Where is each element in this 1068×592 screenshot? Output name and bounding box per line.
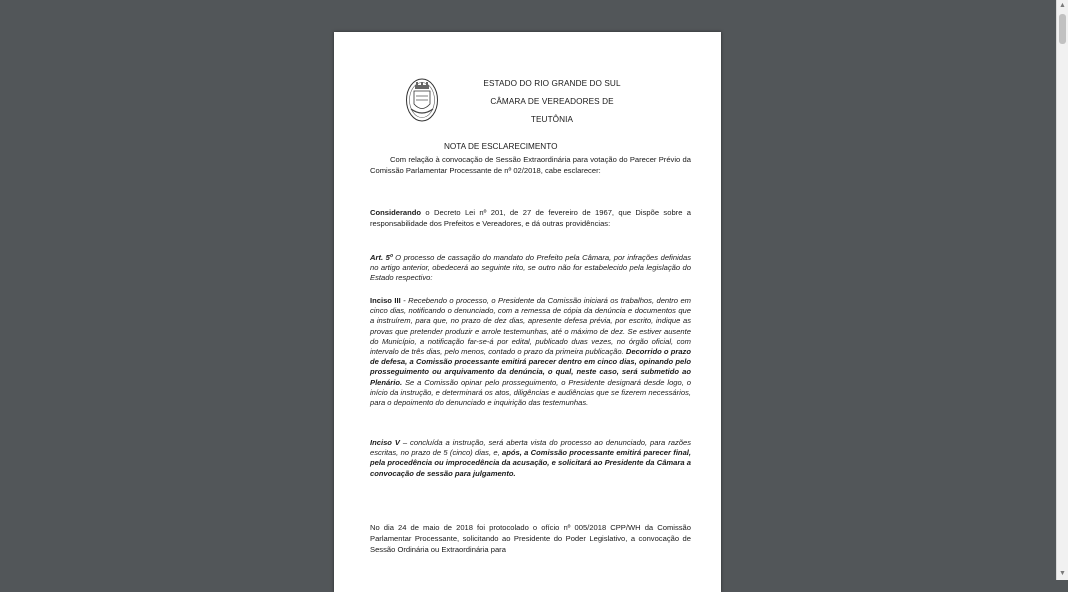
coat-of-arms-seal-icon xyxy=(405,77,439,123)
header-city: TEUTÔNIA xyxy=(530,115,574,124)
intro-paragraph: Com relação à convocação de Sessão Extraordinária para votação do Parecer Prévio da Comissão Parlamentar Processante de nº 02/2018, cabe esclarecer: xyxy=(370,155,691,175)
inciso5-lead: Inciso V xyxy=(370,438,400,447)
art5-paragraph xyxy=(370,253,691,284)
document-title: NOTA DE ESCLARECIMENTO xyxy=(444,142,558,151)
inciso3-text1: - Recebendo o processo, o Presidente da Comissão iniciará os trabalhos, dentro em cinco dias, notificando o denunciado, com a remessa de cópia da denúncia e documentos que a instruírem, para que, no prazo de dez dias, apresente defesa prévia, por escrito, indique as provas que pretender produzir e arrole testemunhas, até o máximo de dez. Se estiver ausente do Município, a notificação far-se-á por edital, publicado duas vezes, no órgão oficial, com intervalo de três dias, pelo menos, contado o prazo da primeira publicação. xyxy=(370,296,691,357)
inciso3-text2: Se a Comissão opinar pelo prosseguimento, o Presidente designará desde logo, o início da instrução, e determinará os atos, diligências e audiências que se fizerem necessários, para o depoimento do denunciado e inquirição das testemunhas. xyxy=(370,377,691,408)
considerando-paragraph xyxy=(370,207,691,229)
inciso5-paragraph xyxy=(370,438,691,479)
header-state: ESTADO DO RIO GRANDE DO SUL xyxy=(483,79,621,88)
art5-text: O processo de cassação do mandato do Prefeito pela Câmara, por infrações definidas no artigo anterior, obedecerá ao seguinte rito, se outro não for estabelecido pela legislação do Estado respectivo: xyxy=(370,253,691,283)
vertical-scrollbar[interactable] xyxy=(1056,0,1068,580)
inciso3-lead: Inciso III xyxy=(370,296,401,305)
scroll-down-arrow-icon[interactable]: ▼ xyxy=(1059,570,1066,577)
considerando-lead: Considerando xyxy=(370,208,422,217)
scroll-thumb[interactable] xyxy=(1059,14,1066,44)
document-page xyxy=(334,32,721,592)
closing-paragraph: No dia 24 de maio de 2018 foi protocolado o ofício nº 005/2018 CPP/WH da Comissão Parlamentar Processante, solicitando ao Presidente do Poder Legislativo, a convocação de Sessão Ordinária ou Extraordinária para xyxy=(370,523,691,554)
art5-lead: Art. 5º xyxy=(370,253,393,262)
header-chamber: CÂMARA DE VEREADORES DE xyxy=(490,97,614,106)
scroll-up-arrow-icon[interactable]: ▲ xyxy=(1059,2,1066,9)
inciso5-text1: – concluída a instrução, será aberta vista do processo ao denunciado, para razões escritas, no prazo de 5 (cinco) dias, e, xyxy=(370,438,691,458)
inciso3-bold: Decorrido o prazo de defesa, a Comissão processante emitirá parecer dentro em cinco dias, opinando pelo prosseguimento ou arquivamento da denúncia, o qual, neste caso, será submetido ao Plenário. xyxy=(370,347,691,387)
inciso5-bold: após, a Comissão processante emitirá parecer final, pela procedência ou improcedência da acusação, e solicitará ao Presidente da Câmara a convocação de sessão para julgamento. xyxy=(370,448,692,478)
considerando-text: o Decreto Lei nº 201, de 27 de fevereiro de 1967, que Dispõe sobre a responsabilidade dos Prefeitos e Vereadores, e dá outras providências: xyxy=(370,208,691,228)
inciso3-paragraph xyxy=(370,296,691,408)
